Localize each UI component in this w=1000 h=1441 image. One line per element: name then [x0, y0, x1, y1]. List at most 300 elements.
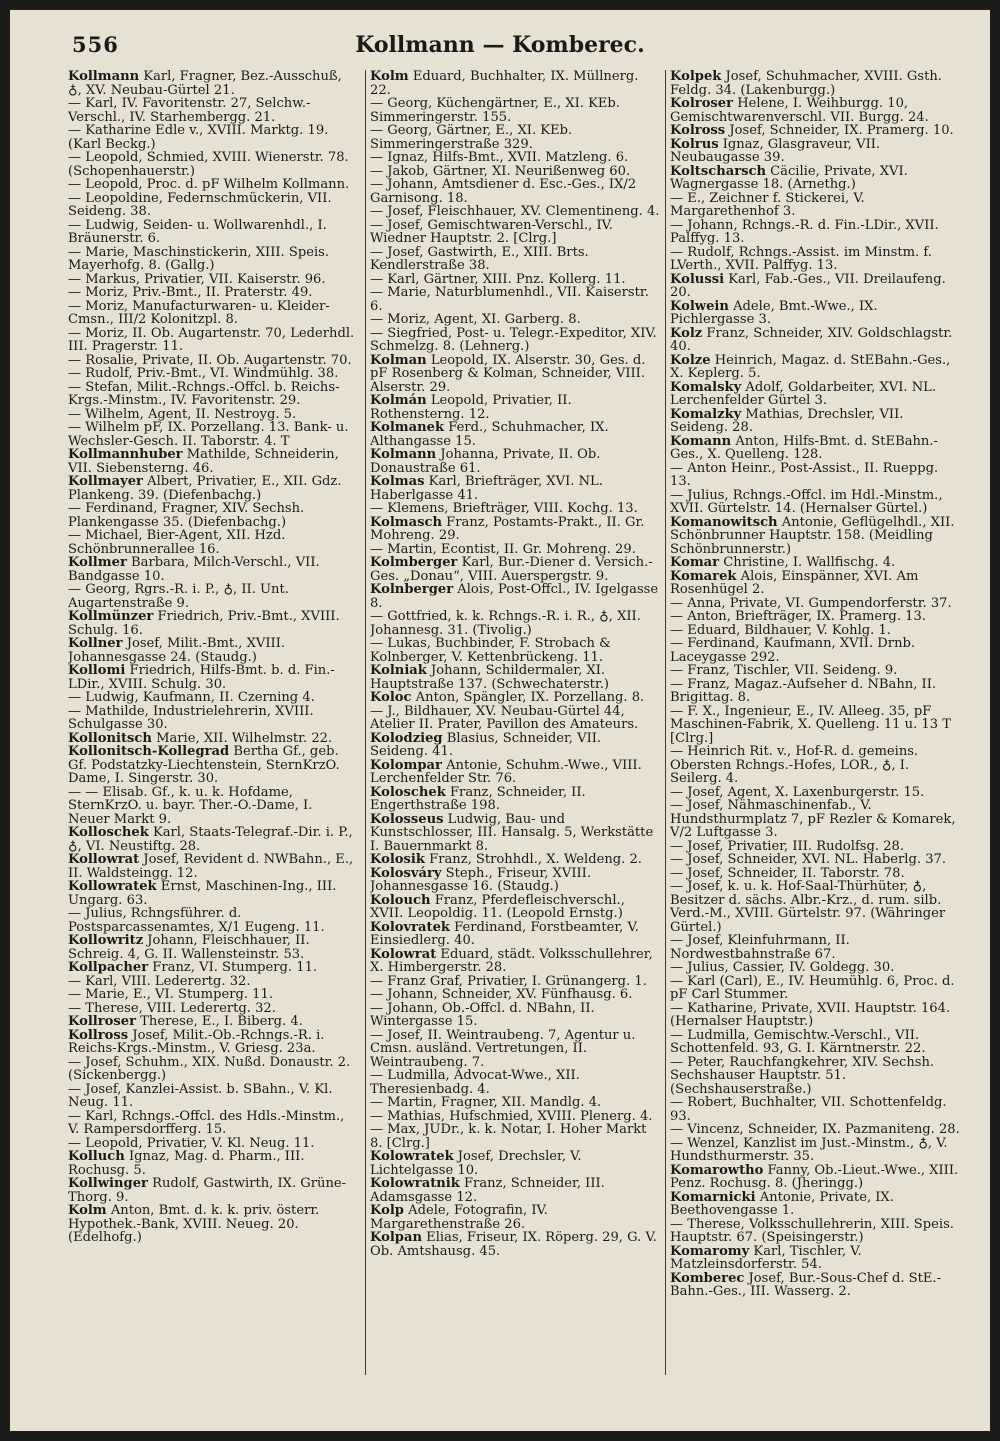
entry-surname: Kolmán: [370, 393, 427, 408]
directory-entry: [670, 138, 960, 165]
entry-text: Karl, Fragner, Bez.-Ausschuß, ♁, XV. Neubau-Gürtel 21.: [68, 70, 342, 98]
entry-text: Josef, Bur.-Sous-Chef d. StE.-Bahn.-Ges., III. Wasserg. 2.: [670, 1270, 942, 1299]
directory-entry: [68, 853, 358, 880]
directory-entry: [370, 637, 660, 664]
directory-entry: [370, 205, 660, 219]
entry-text: Josef, Schuhmacher, XVIII. Gsth. Feldg. 34. (Lakenburgg.): [670, 70, 942, 98]
directory-entry: [370, 1231, 660, 1258]
entry-text: — — Elisab. Gf., k. u. k. Hofdame, SternKrzO. u. bayr. Ther.-O.-Dame, I. Neuer Markt 9.: [68, 784, 313, 827]
entry-text: — Moriz, II. Ob. Augartenstr. 70, Lederhdl. III. Pragerstr. 11.: [68, 325, 355, 354]
entry-text: — Julius, Cassier, IV. Goldegg. 30.: [670, 960, 895, 975]
directory-entry: [670, 624, 960, 638]
entry-text: Franz, Schneider, XIV. Goldschlagstr. 40.: [670, 325, 953, 354]
directory-entry: [370, 867, 660, 894]
entry-text: Ludwig, Bau- und Kunstschlosser, III. Hansalg. 5, Werkstätte I. Bauernmarkt 8.: [370, 811, 654, 854]
entry-text: Antonie, Geflügelhdl., XII. Schönbrunner Hauptstr. 158. (Meidling Schönbrunnerstr.): [670, 514, 955, 557]
entry-text: Karl, Bur.-Diener d. Versich.-Ges. „Donau“, VIII. Auerspergstr. 9.: [370, 555, 653, 584]
directory-entry: [370, 921, 660, 948]
entry-text: — Heinrich Rit. v., Hof-R. d. gemeins. Obersten Rchngs.-Hofes, LOR., ♁, I. Seilerg. 4.: [670, 744, 919, 786]
directory-entry: [370, 691, 660, 705]
directory-entry: [370, 273, 660, 287]
entry-text: — Katharine, Private, XVII. Hauptstr. 164. (Hernalser Hauptstr.): [670, 1000, 951, 1029]
entry-text: Eduard, Buchhalter, IX. Müllnerg. 22.: [370, 70, 639, 98]
directory-entry: [670, 786, 960, 800]
entry-text: — Karl, Rchngs.-Offcl. des Hdls.-Minstm., V. Rampersdorfferg. 15.: [68, 1108, 345, 1137]
entry-text: Cäcilie, Private, XVI. Wagnergasse 18. (Arnethg.): [670, 163, 908, 192]
directory-entry: [370, 759, 660, 786]
entry-text: — Josef, Privatier, III. Rudolfsg. 28.: [670, 838, 905, 854]
column-right: [670, 70, 960, 1410]
entry-surname: Komarnicki: [670, 1189, 756, 1205]
entry-surname: Kollonitsch: [68, 730, 152, 746]
entry-text: — Josef, Schneider, XVI. NL. Haberlg. 37.: [670, 852, 947, 867]
directory-entry: [68, 421, 358, 448]
directory-entry: [68, 327, 358, 354]
entry-surname: Kolloschek: [68, 825, 149, 840]
directory-entry: [370, 165, 660, 179]
entry-text: Alois, Einspänner, XVI. Am Rosenhügel 2.: [670, 568, 919, 597]
directory-entry: [68, 300, 358, 327]
directory-entry: [370, 1123, 660, 1150]
directory-entry: [370, 394, 660, 421]
entry-surname: Kollonitsch-Kollegrad: [68, 744, 230, 759]
entry-text: — Josef, Agent, X. Laxenburgerstr. 15.: [670, 784, 925, 800]
entry-text: — Leopold, Proc. d. pF Wilhelm Kollmann.: [68, 177, 350, 192]
directory-entry: [670, 880, 960, 934]
entry-text: — Johann, Schneider, XV. Fünfhausg. 6.: [370, 987, 633, 1002]
entry-surname: Kolroser: [670, 96, 734, 111]
column-left: [68, 70, 358, 1410]
entry-text: Adele, Bmt.-Wwe., IX. Pichlergasse 3.: [670, 298, 878, 327]
directory-entry: [68, 934, 358, 961]
entry-surname: Kollpacher: [68, 960, 149, 975]
entry-text: — Rosalie, Private, II. Ob. Augartenstr. 70.: [68, 352, 352, 368]
directory-entry: [670, 1123, 960, 1137]
directory-entry: [68, 610, 358, 637]
entry-text: — Ludwig, Seiden- u. Wollwarenhdl., I. Bräunerstr. 6.: [68, 217, 327, 246]
entry-surname: Komberec: [670, 1270, 745, 1286]
entry-surname: Kolluch: [68, 1149, 125, 1164]
directory-entry: [670, 273, 960, 300]
entry-surname: Kolpek: [670, 70, 722, 84]
directory-entry: [68, 354, 358, 368]
directory-entry: [68, 907, 358, 934]
directory-entry: [370, 705, 660, 732]
directory-entry: [370, 813, 660, 854]
entry-surname: Koloc: [370, 690, 412, 705]
directory-entry: [370, 1096, 660, 1110]
entry-text: — Anton Heinr., Post-Assist., II. Rueppg. 13.: [670, 460, 939, 489]
directory-entry: [370, 1110, 660, 1124]
directory-entry: [670, 435, 960, 462]
entry-text: Anton, Hilfs-Bmt. d. StEBahn.-Ges., X. Quelleng. 128.: [670, 433, 938, 462]
directory-entry: [68, 246, 358, 273]
entry-text: Christine, I. Wallfischg. 4.: [719, 555, 896, 570]
entry-surname: Komanowitsch: [670, 514, 778, 530]
directory-entry: [370, 1069, 660, 1096]
entry-surname: Kolmanek: [370, 420, 445, 435]
directory-entry: [670, 1218, 960, 1245]
entry-surname: Kolmann: [370, 447, 437, 462]
entry-text: — Johann, Rchngs.-R. d. Fin.-LDir., XVII. Palffyg. 13.: [670, 217, 939, 246]
entry-text: — Georg, Rgrs.-R. i. P., ♁, II. Unt. Augartenstraße 9.: [68, 582, 289, 611]
entry-text: Franz, Pferdefleischverschl., XVII. Leopoldig. 11. (Leopold Ernstg.): [370, 892, 625, 921]
entry-text: Karl, Fab.-Ges., VII. Dreilaufeng. 20.: [670, 271, 946, 300]
entry-text: — Josef, k. u. k. Hof-Saal-Thürhüter, ♁, Besitzer d. sächs. Albr.-Krz., d. rum. silb. Verd.-M., XVIII. Gürtelstr. 97. (Währinger Gürtel.): [670, 879, 946, 935]
entry-surname: Kollwinger: [68, 1176, 148, 1191]
entry-text: — Ludmilla, Advocat-Wwe., XII. Theresienbadg. 4.: [370, 1068, 580, 1097]
entry-text: Fanny, Ob.-Lieut.-Wwe., XIII. Penz. Rochusg. 8. (Jheringg.): [670, 1162, 959, 1191]
entry-text: — Josef, Fleischhauer, XV. Clementineng. 4.: [370, 204, 660, 219]
entry-surname: Kolowrat: [370, 946, 437, 962]
entry-text: — Michael, Bier-Agent, XII. Hzd. Schönbrunnerallee 16.: [68, 528, 286, 557]
directory-entry: [670, 1002, 960, 1029]
directory-entry: [370, 1204, 660, 1231]
directory-entry: [370, 70, 660, 97]
entry-text: Johann, Schildermaler, XI. Hauptstraße 137. (Schwechaterstr.): [370, 663, 610, 692]
entry-text: — Moriz, Manufacturwaren- u. Kleider-Cmsn., III/2 Kolonitzpl. 8.: [68, 298, 330, 327]
entry-text: — Gottfried, k. k. Rchngs.-R. i. R., ♁, XII. Johannesg. 31. (Tivolig.): [370, 609, 641, 638]
entry-surname: Kolompar: [370, 757, 442, 773]
entry-text: Rudolf, Gastwirth, IX. Grüne-Thorg. 9.: [68, 1176, 347, 1205]
directory-entry: [670, 516, 960, 557]
entry-surname: Koloschek: [370, 784, 446, 800]
entry-surname: Kollmannhuber: [68, 447, 183, 462]
entry-text: Franz, Schneider, II. Engerthstraße 198.: [370, 784, 586, 813]
directory-entry: [370, 610, 660, 637]
entry-text: Ignaz, Glasgraveur, VII. Neubaugasse 39.: [670, 136, 881, 165]
entry-text: Adolf, Goldarbeiter, XVI. NL. Lerchenfelder Gürtel 3.: [670, 379, 937, 408]
entry-text: Adele, Fotografin, IV. Margarethenstraße 26.: [370, 1203, 548, 1232]
entry-surname: Kolm: [370, 70, 409, 84]
entry-text: Heinrich, Magaz. d. StEBahn.-Ges., X. Keplerg. 5.: [670, 352, 951, 381]
entry-text: — Ferdinand, Kaufmann, XVII. Drnb. Laceygasse 292.: [670, 636, 916, 665]
directory-entry: [370, 421, 660, 448]
entry-surname: Kollomi: [68, 663, 126, 678]
directory-entry: [68, 745, 358, 786]
directory-entry: [670, 610, 960, 624]
entry-surname: Komarowtho: [670, 1162, 764, 1178]
entry-surname: Kolmasch: [370, 514, 443, 530]
directory-entry: [370, 448, 660, 475]
entry-text: Franz, Strohhdl., X. Weldeng. 2.: [424, 852, 642, 867]
entry-surname: Kolze: [670, 352, 711, 368]
entry-text: Franz, Postamts-Prakt., II. Gr. Mohreng. 29.: [370, 514, 645, 543]
entry-text: Barbara, Milch-Verschl., VII. Bandgasse 10.: [68, 555, 320, 584]
entry-surname: Kolowratnik: [370, 1176, 460, 1191]
directory-entry: [370, 543, 660, 557]
entry-surname: Kolouch: [370, 892, 431, 908]
directory-entry: [68, 502, 358, 529]
entry-text: Therese, E., I. Biberg. 4.: [136, 1014, 303, 1029]
entry-surname: Kolowratek: [370, 1149, 454, 1164]
directory-entry: [68, 219, 358, 246]
entry-surname: Kollross: [68, 1027, 129, 1043]
directory-entry: [68, 192, 358, 219]
entry-surname: Kolmberger: [370, 555, 458, 570]
entry-text: Mathilde, Schneiderin, VII. Siebensterng. 46.: [68, 447, 339, 476]
entry-text: — Julius, Rchngsführer. d. Postsparcassenamtes, X/1 Eugeng. 11.: [68, 906, 325, 935]
directory-entry: [670, 489, 960, 516]
entry-text: Josef, Milit.-Bmt., XVIII. Johannesgasse 24. (Staudg.): [68, 636, 286, 665]
entry-text: Albert, Privatier, E., XII. Gdz. Plankeng. 39. (Diefenbachg.): [68, 474, 342, 503]
directory-entry: [670, 799, 960, 840]
directory-entry: [370, 1029, 660, 1070]
directory-entry: [68, 556, 358, 583]
directory-entry: [670, 246, 960, 273]
entry-text: — Karl (Carl), E., IV. Heumühlg. 6, Proc. d. pF Carl Stummer.: [670, 973, 955, 1002]
entry-surname: Kollowratek: [68, 879, 157, 894]
entry-text: — Leopoldine, Federnschmückerin, VII. Seideng. 38.: [68, 190, 332, 219]
entry-surname: Kolodzieg: [370, 730, 443, 746]
directory-entry: [370, 988, 660, 1002]
page-number: 556: [72, 32, 119, 57]
entry-text: — Peter, Rauchfangkehrer, XIV. Sechsh. Sechshauser Hauptstr. 51. (Sechshauserstraße.): [670, 1054, 935, 1097]
directory-entry: [670, 1096, 960, 1123]
entry-text: — Wilhelm, Agent, II. Nestroyg. 5.: [68, 406, 297, 422]
entry-text: — Ludmilla, Gemischtw.-Verschl., VII. Schottenfeld. 93, G. I. Kärntnerstr. 22.: [670, 1027, 926, 1056]
entry-text: Helene, I. Weihburgg. 10, Gemischtwarenverschl. VII. Burgg. 24.: [670, 96, 929, 125]
entry-text: Friedrich, Hilfs-Bmt. b. d. Fin.-LDir., XVIII. Schulg. 30.: [68, 663, 335, 692]
directory-entry: [68, 124, 358, 151]
entry-surname: Komalsky: [670, 379, 742, 395]
directory-entry: [370, 327, 660, 354]
entry-surname: Komar: [670, 555, 720, 570]
entry-text: — Josef, Kanzlei-Assist. b. SBahn., V. Kl. Neug. 11.: [68, 1081, 333, 1110]
directory-entry: [68, 529, 358, 556]
directory-entry: [670, 1272, 960, 1299]
entry-text: — Josef, Schuhm., XIX. Nußd. Donaustr. 2. (Sickenbergg.): [68, 1054, 351, 1083]
entry-text: Alois, Post-Offcl., IV. Igelgasse 8.: [370, 582, 659, 611]
entry-text: Blasius, Schneider, VII. Seideng. 41.: [370, 730, 602, 759]
directory-entry: [370, 286, 660, 313]
entry-text: — Klemens, Briefträger, VIII. Kochg. 13.: [370, 501, 638, 516]
directory-entry: [68, 1029, 358, 1056]
entry-text: — Georg, Küchengärtner, E., XI. KEb. Simmeringerstr. 155.: [370, 96, 620, 125]
directory-entry: [68, 880, 358, 907]
entry-text: Franz, Schneider, III. Adamsgasse 12.: [370, 1176, 605, 1205]
directory-entry: [670, 637, 960, 664]
entry-text: — Johann, Ob.-Offcl. d. NBahn, II. Wintergasse 15.: [370, 1000, 595, 1029]
entry-surname: Kolosváry: [370, 865, 442, 881]
entry-text: — Wenzel, Kanzlist im Just.-Minstm., ♁, V. Hundsthurmerstr. 35.: [670, 1135, 948, 1164]
entry-text: — Jakob, Gärtner, XI. Neurißenweg 60.: [370, 163, 631, 179]
directory-entry: [68, 273, 358, 287]
column-divider: [665, 70, 666, 1375]
directory-entry: [670, 97, 960, 124]
entry-surname: Kollmann: [68, 70, 140, 84]
entry-text: — Josef, Schneider, II. Taborstr. 78.: [670, 865, 905, 881]
directory-entry: [670, 1191, 960, 1218]
directory-entry: [370, 219, 660, 246]
entry-surname: Kolnberger: [370, 582, 454, 597]
entry-text: Karl, Briefträger, XVI. NL. Haberlgasse 41.: [370, 474, 603, 503]
directory-entry: [370, 948, 660, 975]
directory-entry: [68, 408, 358, 422]
entry-text: — Markus, Privatier, VII. Kaiserstr. 96.: [68, 271, 326, 287]
entry-surname: Kolrus: [670, 136, 719, 152]
directory-entry: [670, 354, 960, 381]
entry-surname: Kolosseus: [370, 811, 444, 827]
directory-entry: [670, 462, 960, 489]
entry-surname: Kollner: [68, 636, 123, 651]
entry-text: Antonie, Schuhm.-Wwe., VIII. Lerchenfelder Str. 76.: [370, 757, 642, 786]
directory-entry: [370, 475, 660, 502]
entry-surname: Kolwein: [670, 298, 729, 314]
directory-entry: [370, 975, 660, 989]
entry-text: Leopold, IX. Alserstr. 30, Ges. d. pF Rosenberg & Kolman, Schneider, VIII. Alserstr. 29.: [370, 352, 646, 395]
entry-text: — Marie, Naturblumenhdl., VII. Kaiserstr. 6.: [370, 285, 649, 314]
directory-entry: [670, 664, 960, 678]
entry-surname: Kolp: [370, 1203, 404, 1218]
entry-surname: Kolz: [670, 325, 703, 341]
running-title: Kollmann — Komberec.: [355, 32, 645, 58]
directory-entry: [68, 1137, 358, 1151]
directory-entry: [68, 975, 358, 989]
directory-entry: [670, 124, 960, 138]
directory-entry: [370, 583, 660, 610]
directory-entry: [68, 448, 358, 475]
directory-entry: [370, 894, 660, 921]
directory-entry: [68, 286, 358, 300]
entry-surname: Kolovratek: [370, 919, 450, 935]
directory-entry: [68, 1015, 358, 1029]
entry-text: — Leopold, Privatier, V. Kl. Neug. 11.: [68, 1135, 315, 1151]
entry-text: — Franz Graf, Privatier, I. Grünangerg. 1.: [370, 973, 647, 989]
entry-surname: Kolussi: [670, 271, 725, 287]
entry-text: — Siegfried, Post- u. Telegr.-Expeditor, XIV. Schmelzg. 8. (Lehnerg.): [370, 325, 657, 354]
directory-entry: [670, 853, 960, 867]
entry-text: — Katharine Edle v., XVIII. Marktg. 19. (Karl Beckg.): [68, 123, 329, 152]
entry-text: — Josef, Kleinfuhrmann, II. Nordwestbahnstraße 67.: [670, 933, 850, 962]
entry-text: — Stefan, Milit.-Rchngs.-Offcl. b. Reichs-Krgs.-Minstm., IV. Favoritenstr. 29.: [68, 379, 340, 408]
entry-text: — Julius, Rchngs.-Offcl. im Hdl.-Minstm., XVII. Gürtelstr. 14. (Hernalser Gürtel.): [670, 487, 943, 516]
entry-text: Marie, XII. Wilhelmstr. 22.: [151, 730, 333, 746]
directory-entry: [370, 354, 660, 395]
directory-entry: [670, 70, 960, 97]
entry-text: — Robert, Buchhalter, VII. Schottenfeldg. 93.: [670, 1095, 947, 1124]
directory-entry: [670, 165, 960, 192]
directory-entry: [370, 1150, 660, 1177]
entry-text: Bertha Gf., geb. Gf. Podstatzky-Liechtenstein, SternKrzO. Dame, I. Singerstr. 30.: [68, 744, 340, 786]
entry-text: Ignaz, Mag. d. Pharm., III. Rochusg. 5.: [68, 1149, 305, 1178]
entry-text: — Josef, II. Weintraubeng. 7, Agentur u. Cmsn. ausländ. Vertretungen, II. Weintraubeng. 7.: [370, 1027, 636, 1070]
directory-entry: [370, 246, 660, 273]
entry-text: — Ignaz, Hilfs-Bmt., XVII. Matzleng. 6.: [370, 150, 629, 165]
directory-entry: [68, 637, 358, 664]
entry-text: Josef, Milit.-Ob.-Rchngs.-R. i. Reichs-Krgs.-Minstm., V. Griesg. 23a.: [68, 1027, 325, 1056]
entry-text: — Vincenz, Schneider, IX. Pazmaniteng. 28.: [670, 1122, 960, 1137]
directory-entry: [670, 556, 960, 570]
column-middle: [370, 70, 660, 1410]
directory-entry: [370, 151, 660, 165]
directory-entry: [370, 313, 660, 327]
entry-text: Mathias, Drechsler, VII. Seideng. 28.: [670, 406, 904, 435]
entry-text: — Karl, Gärtner, XIII. Pnz. Kollerg. 11.: [370, 271, 626, 287]
entry-surname: Komaromy: [670, 1243, 750, 1259]
entry-text: — Marie, Maschinstickerin, XIII. Speis. Mayerhofg. 8. (Gallg.): [68, 244, 330, 273]
entry-text: Eduard, städt. Volksschullehrer, X. Himbergerstr. 28.: [370, 946, 653, 975]
entry-text: — Anton, Briefträger, IX. Pramerg. 13.: [670, 609, 926, 624]
entry-text: Friedrich, Priv.-Bmt., XVIII. Schulg. 16.: [68, 609, 340, 638]
entry-surname: Kolman: [370, 352, 427, 368]
directory-entry: [370, 556, 660, 583]
directory-entry: [670, 745, 960, 786]
entry-text: — Anna, Private, VI. Gumpendorferstr. 37.: [670, 595, 952, 611]
directory-entry: [670, 300, 960, 327]
directory-entry: [370, 502, 660, 516]
entry-text: — Johann, Amtsdiener d. Esc.-Ges., IX/2 Garnisong. 18.: [370, 177, 637, 206]
entry-surname: Kolmas: [370, 474, 425, 489]
entry-text: Johanna, Private, II. Ob. Donaustraße 61.: [370, 447, 601, 476]
entry-text: — Rudolf, Priv.-Bmt., VI. Windmühlg. 38.: [68, 366, 339, 381]
directory-entry: [68, 178, 358, 192]
directory-entry: [670, 219, 960, 246]
entry-text: Ernst, Maschinen-Ing., III. Ungarg. 63.: [68, 879, 337, 908]
entry-text: — Georg, Gärtner, E., XI. KEb. Simmeringerstraße 329.: [370, 123, 573, 152]
entry-text: — F. X., Ingenieur, E., IV. Alleeg. 35, pF Maschinen-Fabrik, X. Quelleng. 11 u. 13 T [Clrg.]: [670, 703, 951, 746]
directory-entry: [670, 975, 960, 1002]
directory-entry: [68, 381, 358, 408]
entry-surname: Koltscharsch: [670, 163, 766, 179]
entry-text: Antonie, Private, IX. Beethovengasse 1.: [670, 1189, 894, 1218]
entry-text: Ferd., Schuhmacher, IX. Althangasse 15.: [370, 420, 609, 449]
entry-text: — Ludwig, Kaufmann, II. Czerning 4.: [68, 690, 315, 705]
entry-text: Josef, Schneider, IX. Pramerg. 10.: [725, 123, 954, 138]
directory-entry: [68, 97, 358, 124]
entry-text: Anton, Bmt. d. k. k. priv. österr. Hypothek.-Bank, XVIII. Neueg. 20. (Edelhofg.): [68, 1203, 320, 1245]
directory-entry: [670, 705, 960, 746]
directory-entry: [670, 1137, 960, 1164]
directory-entry: [670, 408, 960, 435]
entry-text: — Eduard, Bildhauer, V. Kohlg. 1.: [670, 622, 891, 638]
entry-surname: Kolosik: [370, 852, 425, 867]
entry-text: Karl, Tischler, V. Matzleinsdorferstr. 54.: [670, 1243, 862, 1272]
directory-entry: [670, 1056, 960, 1097]
entry-text: — Karl, VIII. Lederertg. 32.: [68, 973, 251, 989]
entry-surname: Kolpan: [370, 1230, 422, 1245]
entry-text: — Ferdinand, Fragner, XIV. Sechsh. Plankengasse 35. (Diefenbachg.): [68, 501, 305, 530]
directory-entry: [68, 1177, 358, 1204]
directory-entry: [370, 124, 660, 151]
directory-page: [10, 10, 990, 1431]
entry-text: — Josef, Nähmaschinenfab., V. Hundsthurmplatz 7, pF Rezler & Komarek, V/2 Luftgasse 3.: [670, 798, 956, 840]
directory-entry: [670, 867, 960, 881]
directory-entry: [370, 178, 660, 205]
directory-entry: [670, 678, 960, 705]
entry-text: — Josef, Gastwirth, E., XIII. Brts. Kendlerstraße 38.: [370, 244, 589, 273]
entry-text: — Mathias, Hufschmied, XVIII. Plenerg. 4.: [370, 1108, 653, 1124]
entry-surname: Kolniak: [370, 663, 427, 678]
directory-entry: [68, 1002, 358, 1016]
directory-entry: [68, 732, 358, 746]
directory-entry: [670, 570, 960, 597]
directory-entry: [68, 151, 358, 178]
directory-entry: [370, 786, 660, 813]
entry-surname: Kolm: [68, 1203, 107, 1218]
page-header: [10, 10, 990, 66]
entry-surname: Kollmayer: [68, 474, 143, 489]
entry-text: Ferdinand, Forstbeamter, V. Einsiedlerg. 40.: [370, 919, 639, 948]
entry-text: — Martin, Econtist, II. Gr. Mohreng. 29.: [370, 541, 636, 557]
directory-entry: [68, 1150, 358, 1177]
entry-surname: Kollowritz: [68, 933, 144, 948]
entry-text: — Moriz, Priv.-Bmt., II. Praterstr. 49.: [68, 285, 313, 300]
entry-surname: Kollroser: [68, 1014, 137, 1029]
directory-entry: [370, 732, 660, 759]
entry-surname: Komann: [670, 433, 732, 449]
directory-entry: [68, 988, 358, 1002]
